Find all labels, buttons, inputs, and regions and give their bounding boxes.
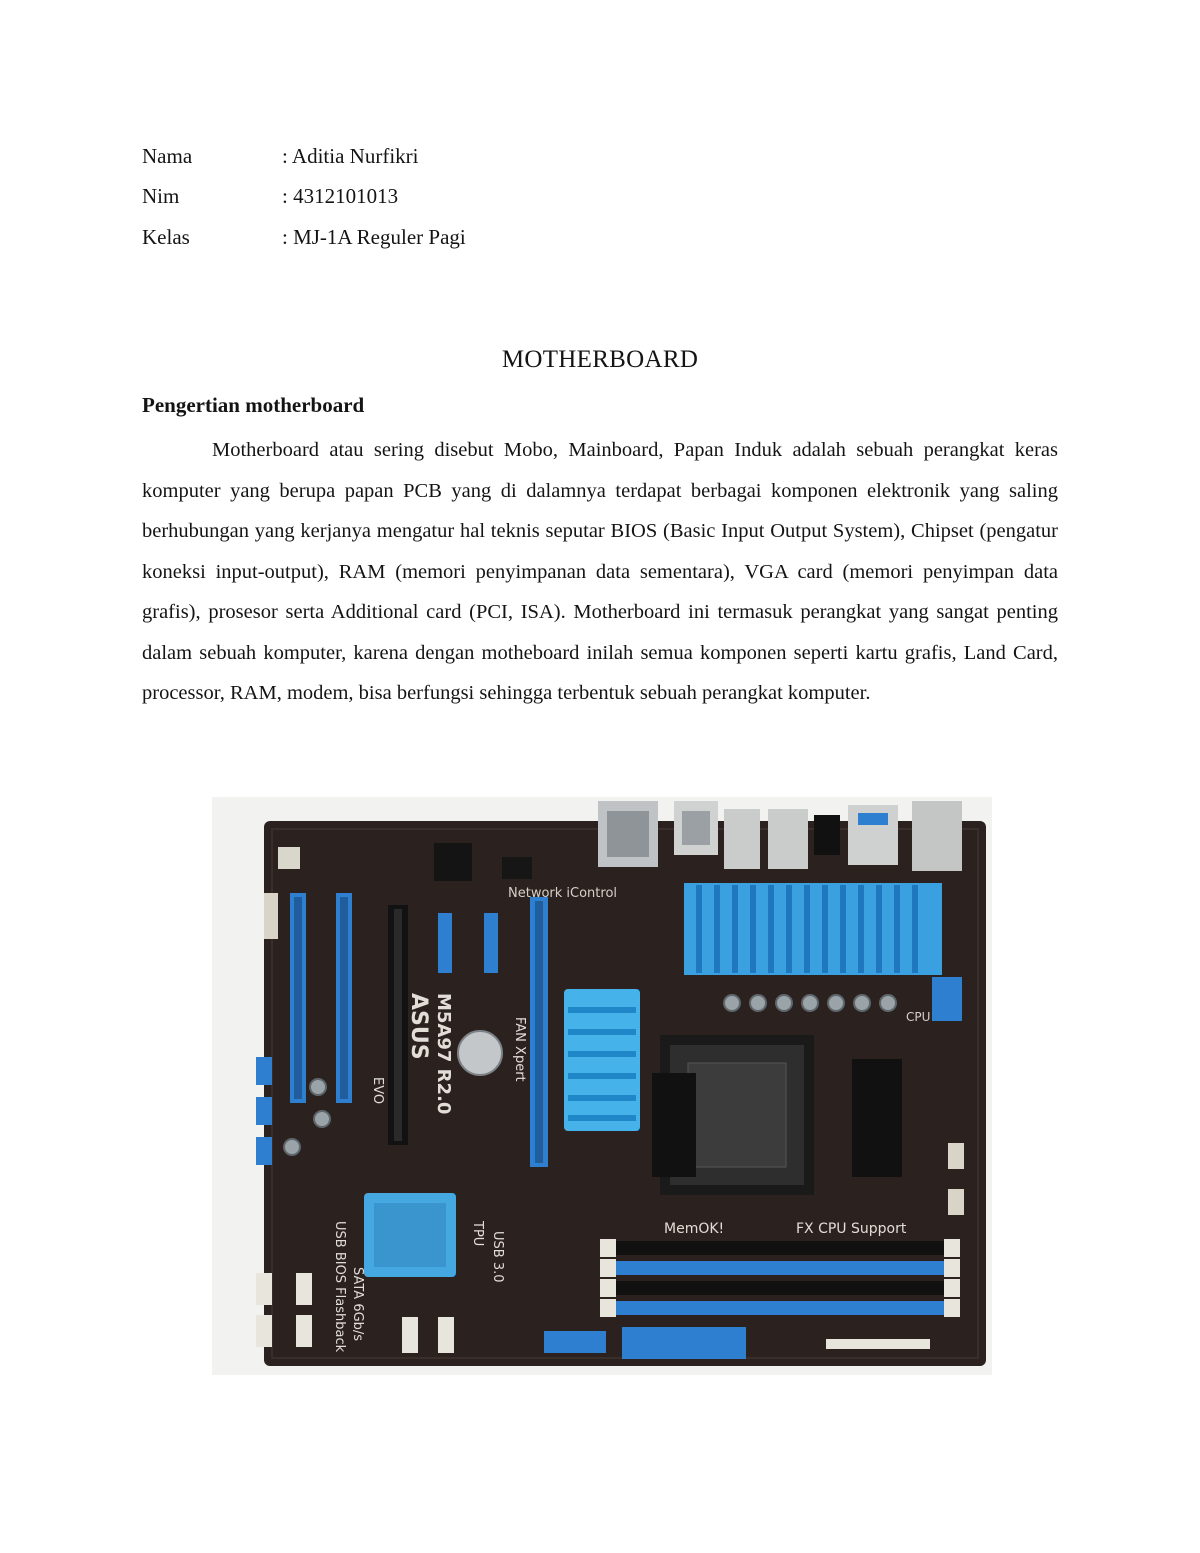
io-port	[768, 809, 808, 869]
board-label-tpu: TPU	[470, 1221, 485, 1247]
info-value: : 4312101013	[282, 184, 399, 208]
page-title: MOTHERBOARD	[501, 346, 699, 373]
io-port	[814, 815, 840, 855]
motherboard-photo	[212, 797, 992, 1375]
info-value: : MJ-1A Reguler Pagi	[282, 225, 466, 249]
body-paragraph: Motherboard atau sering disebut Mobo, Mainboard, Papan Induk adalah sebuah perangkat keras komputer yang berupa papan PCB yang di dalamnya terdapat berbagai komponen elektronik yang saling berhubungan yang kerjanya mengatur hal teknis seputar BIOS (Basic Input Output System), Chipset (pengatur koneksi input-output), RAM (memori penyimpanan data sementara), VGA card (memori penyimpan data grafis), prosesor serta Additional card (PCI, ISA). Motherboard ini termasuk perangkat yang sangat penting dalam sebuah komputer, karena dengan motheboard inilah semua komponen seperti kartu grafis, Land Card, processor, RAM, modem, bisa berfungsi sehingga terbentuk sebuah perangkat komputer.	[142, 439, 1058, 704]
board-label-evo: EVO	[370, 1077, 385, 1105]
section-heading: Pengertian motherboard	[142, 393, 365, 417]
board-label-brand: ASUS	[406, 993, 431, 1060]
io-port	[912, 801, 962, 871]
cpu-bracket	[852, 1059, 902, 1177]
pcie-x1-slot	[438, 913, 452, 973]
board-label-sata: SATA 6Gb/s	[350, 1267, 365, 1342]
cpu-bracket	[652, 1073, 696, 1177]
pcie-x1-slot	[484, 913, 498, 973]
io-port	[724, 809, 760, 869]
board-label-cpu: CPU	[906, 1010, 931, 1024]
chip	[434, 843, 472, 881]
board-label-fxcpu: FX CPU Support	[796, 1221, 907, 1237]
vrm-heatsink	[684, 883, 942, 975]
info-label: Nim	[142, 184, 180, 208]
board-label-fan: FAN Xpert	[512, 1017, 527, 1082]
info-label: Kelas	[142, 225, 190, 249]
board-label-flashback: USB BIOS Flashback	[332, 1221, 347, 1353]
power-connector-24pin	[622, 1327, 746, 1359]
cmos-battery	[458, 1031, 502, 1075]
board-label-network: Network iControl	[508, 886, 618, 901]
chipset-heatsink	[564, 989, 640, 1131]
board-label-memok: MemOK!	[664, 1221, 725, 1237]
board-label-usb3: USB 3.0	[490, 1231, 505, 1283]
board-label-model: M5A97 R2.0	[433, 993, 454, 1115]
power-connector-8pin	[932, 977, 962, 1021]
info-value: : Aditia Nurfikri	[282, 144, 419, 168]
info-label: Nama	[142, 144, 193, 168]
